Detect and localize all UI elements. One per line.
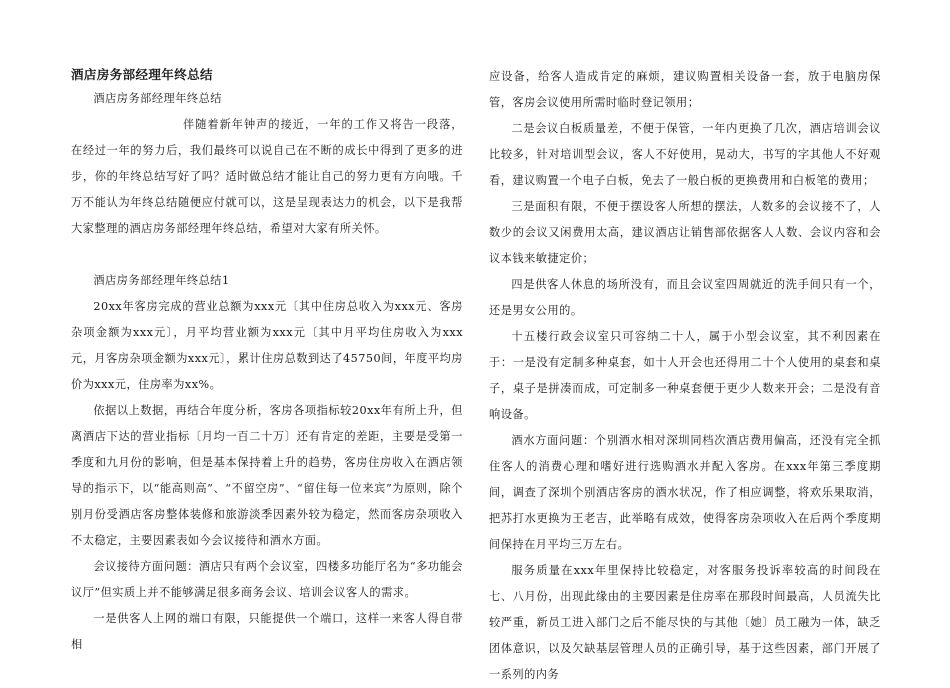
section-heading: 酒店房务部经理年终总结1 (93, 274, 230, 287)
area-paragraph: 三是面积有限，不便于摆设客人所想的摆法，人数多的会议接不了，人数少的会议又闲费用太高，建议酒店让销售部依据客人人数、会议内容和会议本钱来敏捷定价； (489, 200, 881, 265)
restroom-paragraph: 四是供客人休息的场所没有，而且会议室四周就近的洗手间只有一个，还是男女公用的。 (489, 278, 881, 317)
service-quality-paragraph: 服务质量在xxx年里保持比较稳定，对客服务投诉率较高的时间段在七、八月份，出现此缘由的主要因素是住房率在那段时间最高，人员流失比较严重，新员工进入部门之后不能尽快的与其他〔她〕员工融为一体，缺乏团体意识，以及欠缺基层管理人员的正确引导，基于这些因素，部门开展了一系列的内务 (489, 564, 881, 681)
whiteboard-paragraph: 二是会议白板质量差，不便于保管，一年内更换了几次，酒店培训会议比较多，针对培训型会议，客人不好使用，晃动大，书写的字其他人不好观看，建议购置一个电子白板，免去了一般白板的更换费用和白板笔的费用； (489, 122, 881, 187)
section-spacer (71, 242, 463, 268)
analysis-paragraph: 依据以上数据，再结合年度分析，客房各项指标较20xx年有所上升，但离酒店下达的营业指标〔月均一百二十万〕还有肯定的差距，主要是受第一季度和九月份的影响，但是基本保持着上升的趋势，客房住房收入在酒店领导的指示下，以“能高则高”、“不留空房”、“留住每一位来宾”为原则，除个别月份受酒店客房整体装修和旅游淡季因素外较为稳定，然而客房杂项收入不太稳定，主要因素表如今会议接待和酒水方面。 (71, 404, 463, 547)
left-column (71, 64, 463, 658)
subtitle-paragraph: 酒店房务部经理年终总结 (93, 92, 222, 105)
executive-room-paragraph: 十五楼行政会议室只可容纳二十人，属于小型会议室，其不利因素在于：一是没有定制多种桌套，如十人开会也还得用二十个人使用的桌套和桌子，桌子是拼凑而成，可定制多一种桌套便于更少人数来开会；二是没有音响设备。 (489, 330, 881, 421)
network-port-paragraph: 一是供客人上网的端口有限，只能提供一个端口，这样一来客人得自带相 (71, 612, 463, 651)
continued-paragraph: 应设备，给客人造成肯定的麻烦，建议购置相关设备一套，放于电脑房保管，客房会议使用所需时临时登记领用； (489, 70, 881, 109)
document-title: 酒店房务部经理年终总结 (71, 67, 213, 82)
meeting-issue-paragraph: 会议接待方面问题：酒店只有两个会议室，四楼多功能厅名为“多功能会议厅”但实质上并不能够满足很多商务会议、培训会议客人的需求。 (71, 560, 463, 599)
intro-paragraph: 伴随着新年钟声的接近，一年的工作又将告一段落，在经过一年的努力后，我们最终可以说自己在不断的成长中得到了更多的进步，你的年终总结写好了吗？适时做总结才能让自己的努力更有方向哦。千万不能认为年终总结随便应付就可以，这是呈现表达力的机会，以下是我帮大家整理的酒店房务部经理年终总结，希望对大家有所关怀。 (71, 118, 463, 235)
right-column (489, 64, 881, 688)
revenue-paragraph: 20xx年客房完成的营业总额为xxx元〔其中住房总收入为xxx元、客房杂项金额为xxx元〕，月平均营业额为xxx元〔其中月平均住房收入为xxx元，月客房杂项金额为xxx元〕，累计住房总数到达了45750间，年度平均房价为xxx元，住房率为xx%。 (71, 300, 463, 391)
beverage-paragraph: 酒水方面问题：个别酒水相对深圳同档次酒店费用偏高，还没有完全抓住客人的消费心理和嗜好进行选购酒水并配入客房。在xxx年第三季度期间，调查了深圳个别酒店客房的酒水状况，作了相应调整，将欢乐果取消，把苏打水更换为王老吉，此举略有成效，使得客房杂项收入在后两个季度期间保持在月平均三万左右。 (489, 434, 881, 551)
